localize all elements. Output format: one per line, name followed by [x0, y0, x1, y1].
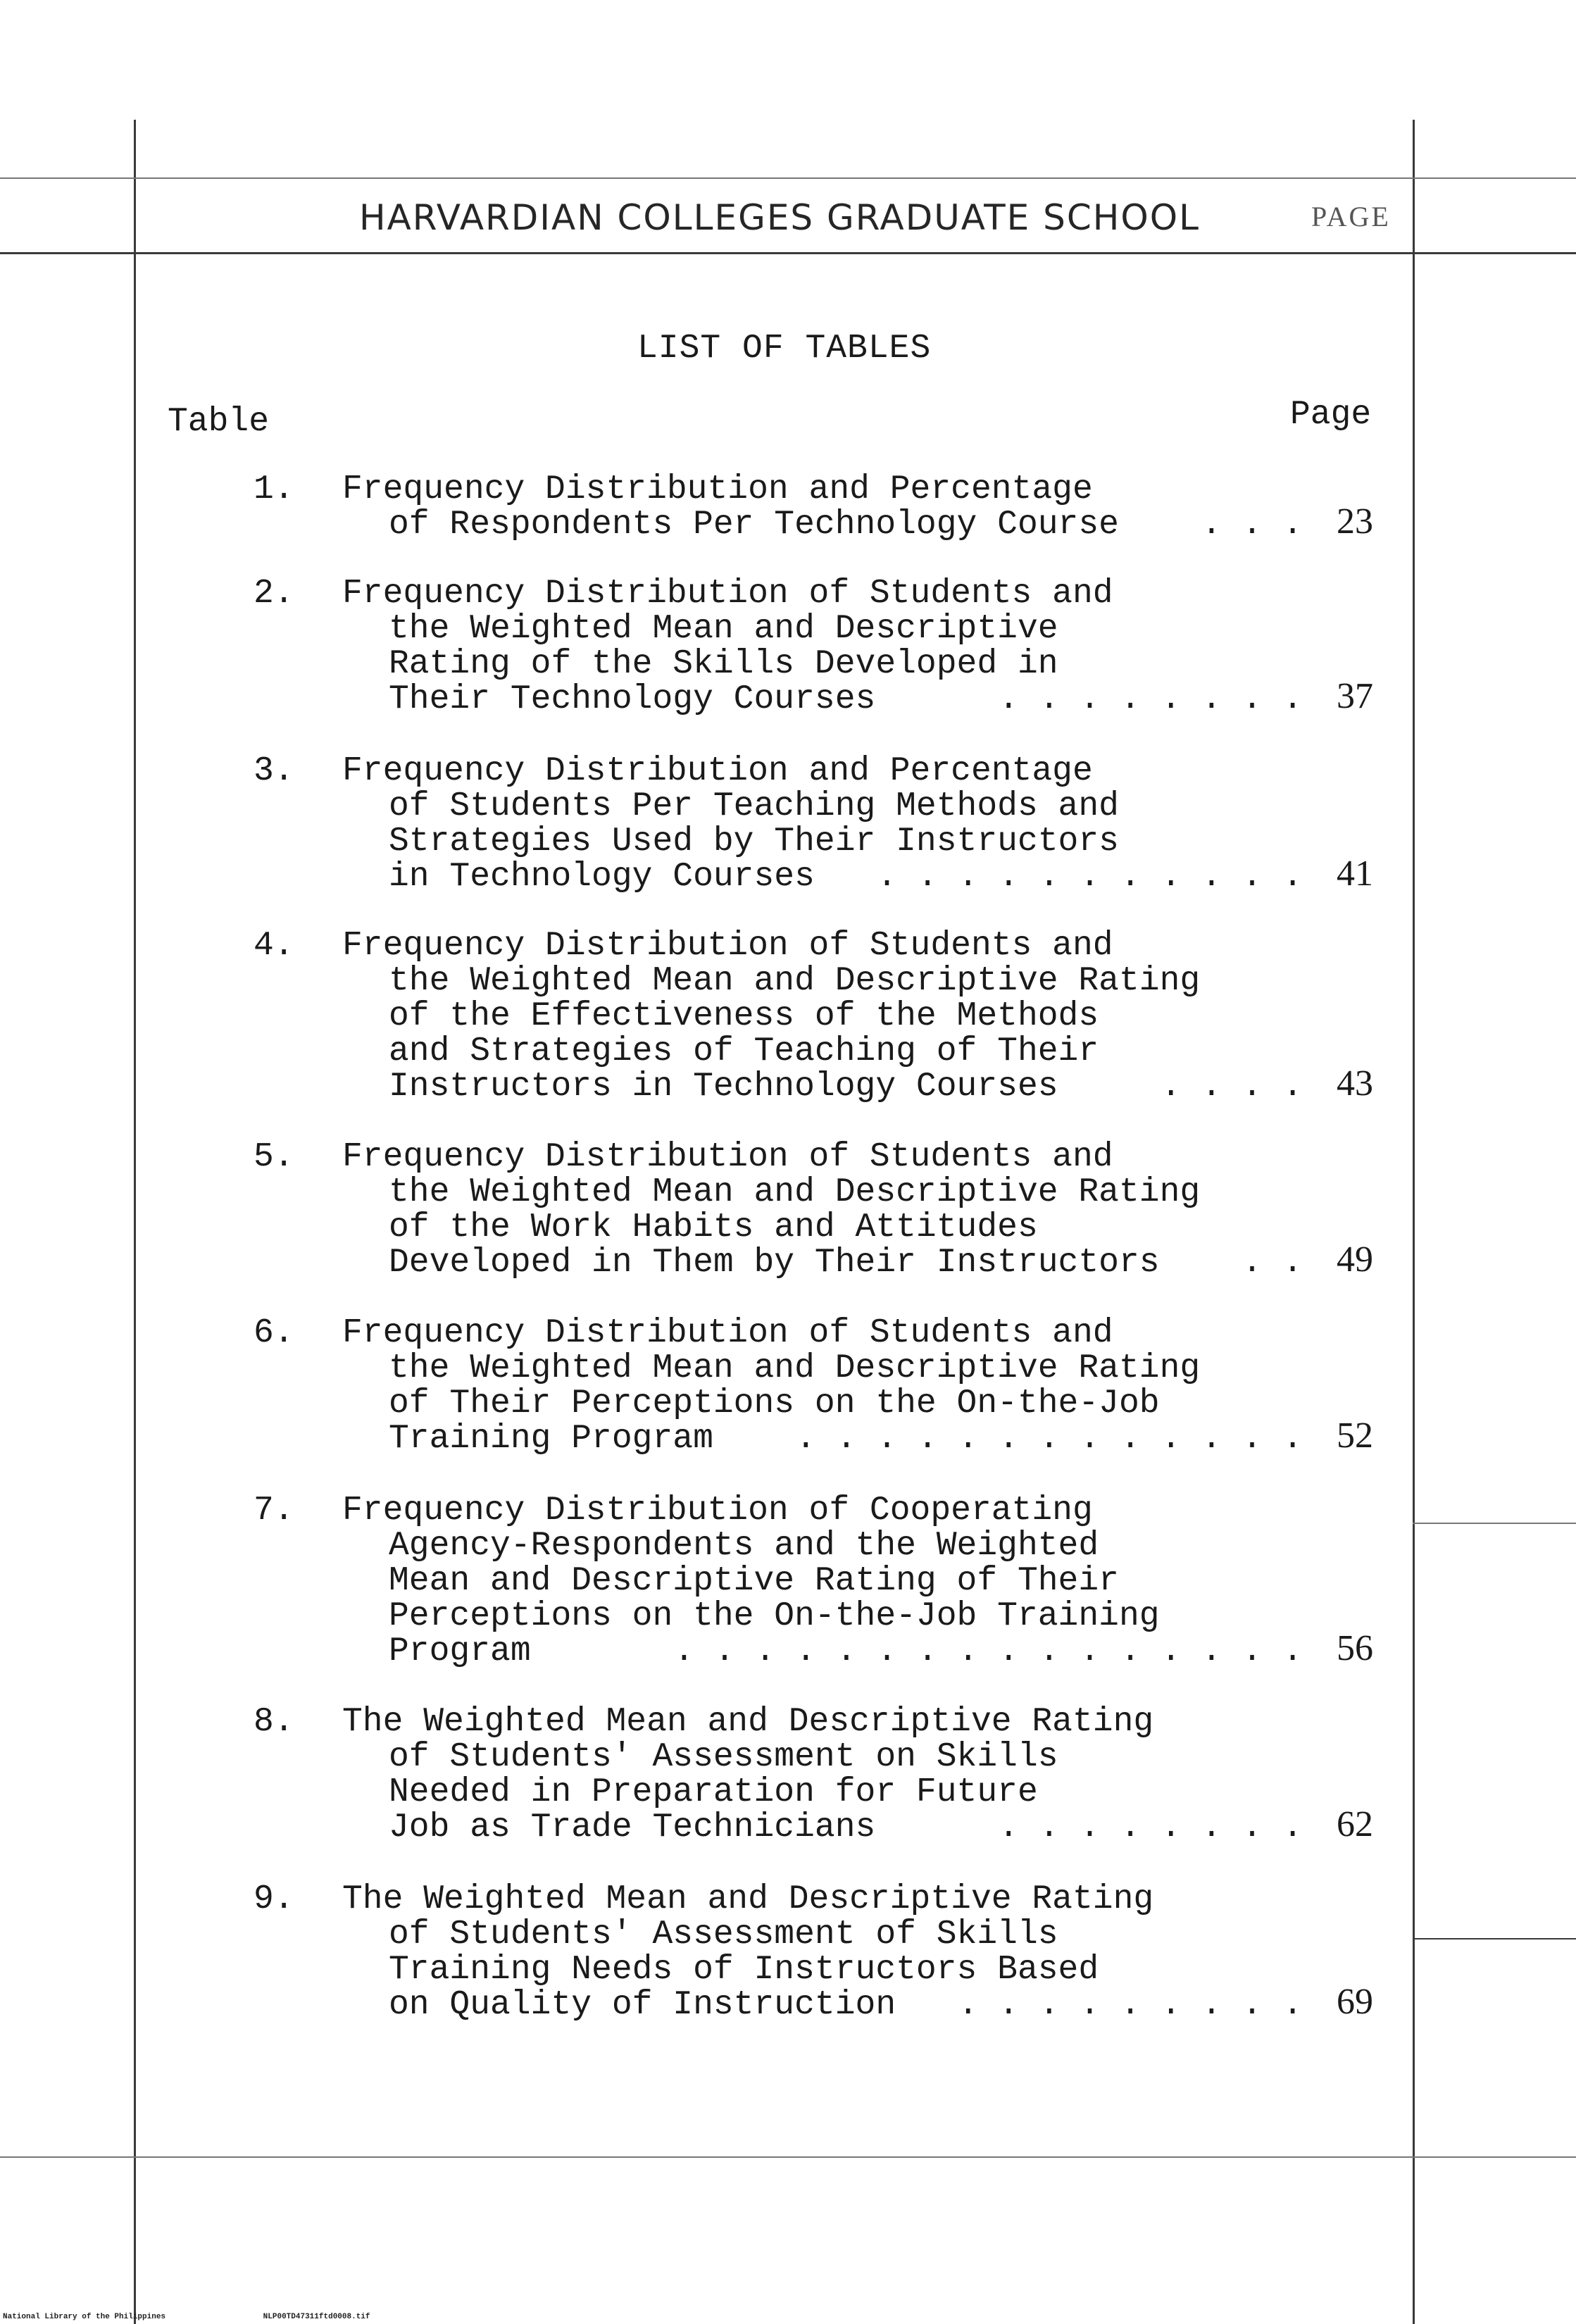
toc-entry-title-line: of the Effectiveness of the Methods: [389, 997, 1099, 1035]
header-bottom-rule: [0, 252, 1576, 254]
toc-leader-dots: . . . .: [1161, 1068, 1303, 1106]
toc-page-number: 37: [1337, 676, 1373, 716]
toc-entry-number: 7.: [254, 1492, 294, 1530]
toc-page-number: 41: [1337, 854, 1373, 894]
toc-entry-title-line: Frequency Distribution of Cooperating: [342, 1492, 1093, 1530]
toc-page-number: 69: [1337, 1982, 1373, 2022]
toc-entry-title-line: Agency-Respondents and the Weighted: [389, 1527, 1099, 1565]
toc-entry-title-line: of Respondents Per Technology Course: [389, 506, 1119, 544]
toc-leader-dots: . . . . . . . . . . . . .: [795, 1420, 1303, 1458]
toc-entry-title-line: the Weighted Mean and Descriptive Rating: [389, 1349, 1201, 1387]
toc-entry: [254, 1316, 1408, 1456]
toc-entry-title-line: Frequency Distribution and Percentage: [342, 470, 1093, 508]
toc-entry-title-line: of Students Per Teaching Methods and: [389, 787, 1119, 825]
page-label: PAGE: [1311, 201, 1391, 232]
toc-entry-title-line: Their Technology Courses: [389, 680, 876, 718]
toc-entry-number: 1.: [254, 470, 294, 508]
toc-entry-title-line: Needed in Preparation for Future: [389, 1773, 1038, 1811]
toc-entry: [254, 1139, 1408, 1280]
toc-entry-title-line: Mean and Descriptive Rating of Their: [389, 1562, 1119, 1600]
toc-entry-title-line: of the Work Habits and Attitudes: [389, 1208, 1038, 1247]
toc-entry: [254, 928, 1408, 1104]
side-mark-rule-2: [1413, 1938, 1576, 1939]
toc-entry-title-line: of Students' Assessment of Skills: [389, 1916, 1058, 1954]
right-margin-rule: [1413, 120, 1415, 2324]
toc-leader-dots: . . . . . . . .: [998, 1808, 1303, 1847]
toc-entry-title-line: Frequency Distribution of Students and: [342, 1314, 1113, 1352]
toc-entry-title-line: the Weighted Mean and Descriptive Rating: [389, 1173, 1201, 1211]
footer-rule: [0, 2156, 1576, 2158]
table-column-header: Table: [168, 403, 270, 441]
toc-entry-title-line: The Weighted Mean and Descriptive Rating: [342, 1880, 1154, 1918]
toc-leader-dots: . . . . . . . .: [998, 680, 1303, 718]
scan-credit-footer: [3, 2313, 370, 2321]
toc-entry-title-line: and Strategies of Teaching of Their: [389, 1032, 1099, 1070]
toc-entry: [254, 754, 1408, 894]
toc-entry-title-line: Training Needs of Instructors Based: [389, 1951, 1099, 1989]
toc-leader-dots: . .: [1242, 1244, 1303, 1282]
toc-entry-title-line: of Students' Assessment on Skills: [389, 1738, 1058, 1776]
toc-entry-number: 6.: [254, 1314, 294, 1352]
side-mark-rule: [1413, 1523, 1576, 1524]
toc-entry-title-line: on Quality of Instruction: [389, 1986, 896, 2024]
page-title: LIST OF TABLES: [637, 330, 932, 368]
page-column-header: Page: [1290, 396, 1372, 434]
toc-entry-title-line: the Weighted Mean and Descriptive: [389, 610, 1058, 648]
scan-credit: National Library of the Philippines: [3, 2313, 166, 2321]
toc-entry-title-line: Instructors in Technology Courses: [389, 1068, 1058, 1106]
toc-page-number: 62: [1337, 1804, 1373, 1844]
toc-entry-title-line: of Their Perceptions on the On-the-Job: [389, 1385, 1160, 1423]
toc-entry-title-line: in Technology Courses: [389, 858, 815, 896]
toc-entry-number: 5.: [254, 1138, 294, 1176]
toc-entry-number: 8.: [254, 1703, 294, 1741]
toc-page-number: 43: [1337, 1063, 1373, 1104]
toc-entry-title-line: Developed in Them by Their Instructors: [389, 1244, 1160, 1282]
toc-entry-title-line: Perceptions on the On-the-Job Training: [389, 1597, 1160, 1635]
toc-entry-title-line: the Weighted Mean and Descriptive Rating: [389, 962, 1201, 1000]
toc-entry-number: 3.: [254, 752, 294, 790]
toc-entry-title-line: Frequency Distribution of Students and: [342, 1138, 1113, 1176]
toc-entry-title-line: Training Program: [389, 1420, 713, 1458]
toc-entry-title-line: Rating of the Skills Developed in: [389, 645, 1058, 683]
toc-page-number: 56: [1337, 1628, 1373, 1668]
toc-entry-number: 9.: [254, 1880, 294, 1918]
toc-entry-title-line: Frequency Distribution of Students and: [342, 575, 1113, 613]
toc-leader-dots: . . .: [1201, 506, 1303, 544]
toc-entry-title-line: Frequency Distribution of Students and: [342, 927, 1113, 965]
institution-letterhead: HARVARDIAN COLLEGES GRADUATE SCHOOL: [359, 197, 1200, 238]
toc-leader-dots: . . . . . . . . .: [958, 1986, 1303, 2024]
toc-entry-number: 2.: [254, 575, 294, 613]
toc-entry: [254, 472, 1408, 542]
toc-entry-title-line: Job as Trade Technicians: [389, 1808, 876, 1847]
toc-entry-title-line: Program: [389, 1632, 531, 1670]
toc-entry: [254, 1493, 1408, 1669]
toc-entry-number: 4.: [254, 927, 294, 965]
toc-entry-title-line: The Weighted Mean and Descriptive Rating: [342, 1703, 1154, 1741]
left-margin-rule: [134, 120, 136, 2324]
header-top-rule: [0, 177, 1576, 179]
toc-entry: [254, 576, 1408, 717]
scan-file-name: NLP00TD47311ftd0008.tif: [263, 2313, 370, 2321]
toc-page-number: 52: [1337, 1416, 1373, 1456]
toc-entry: [254, 1882, 1408, 2023]
toc-page-number: 23: [1337, 501, 1373, 542]
toc-entry: [254, 1704, 1408, 1845]
toc-leader-dots: . . . . . . . . . . .: [877, 858, 1303, 896]
toc-leader-dots: . . . . . . . . . . . . . . . .: [674, 1632, 1303, 1670]
toc-page-number: 49: [1337, 1239, 1373, 1280]
toc-entry-title-line: Frequency Distribution and Percentage: [342, 752, 1093, 790]
toc-entry-title-line: Strategies Used by Their Instructors: [389, 823, 1119, 861]
